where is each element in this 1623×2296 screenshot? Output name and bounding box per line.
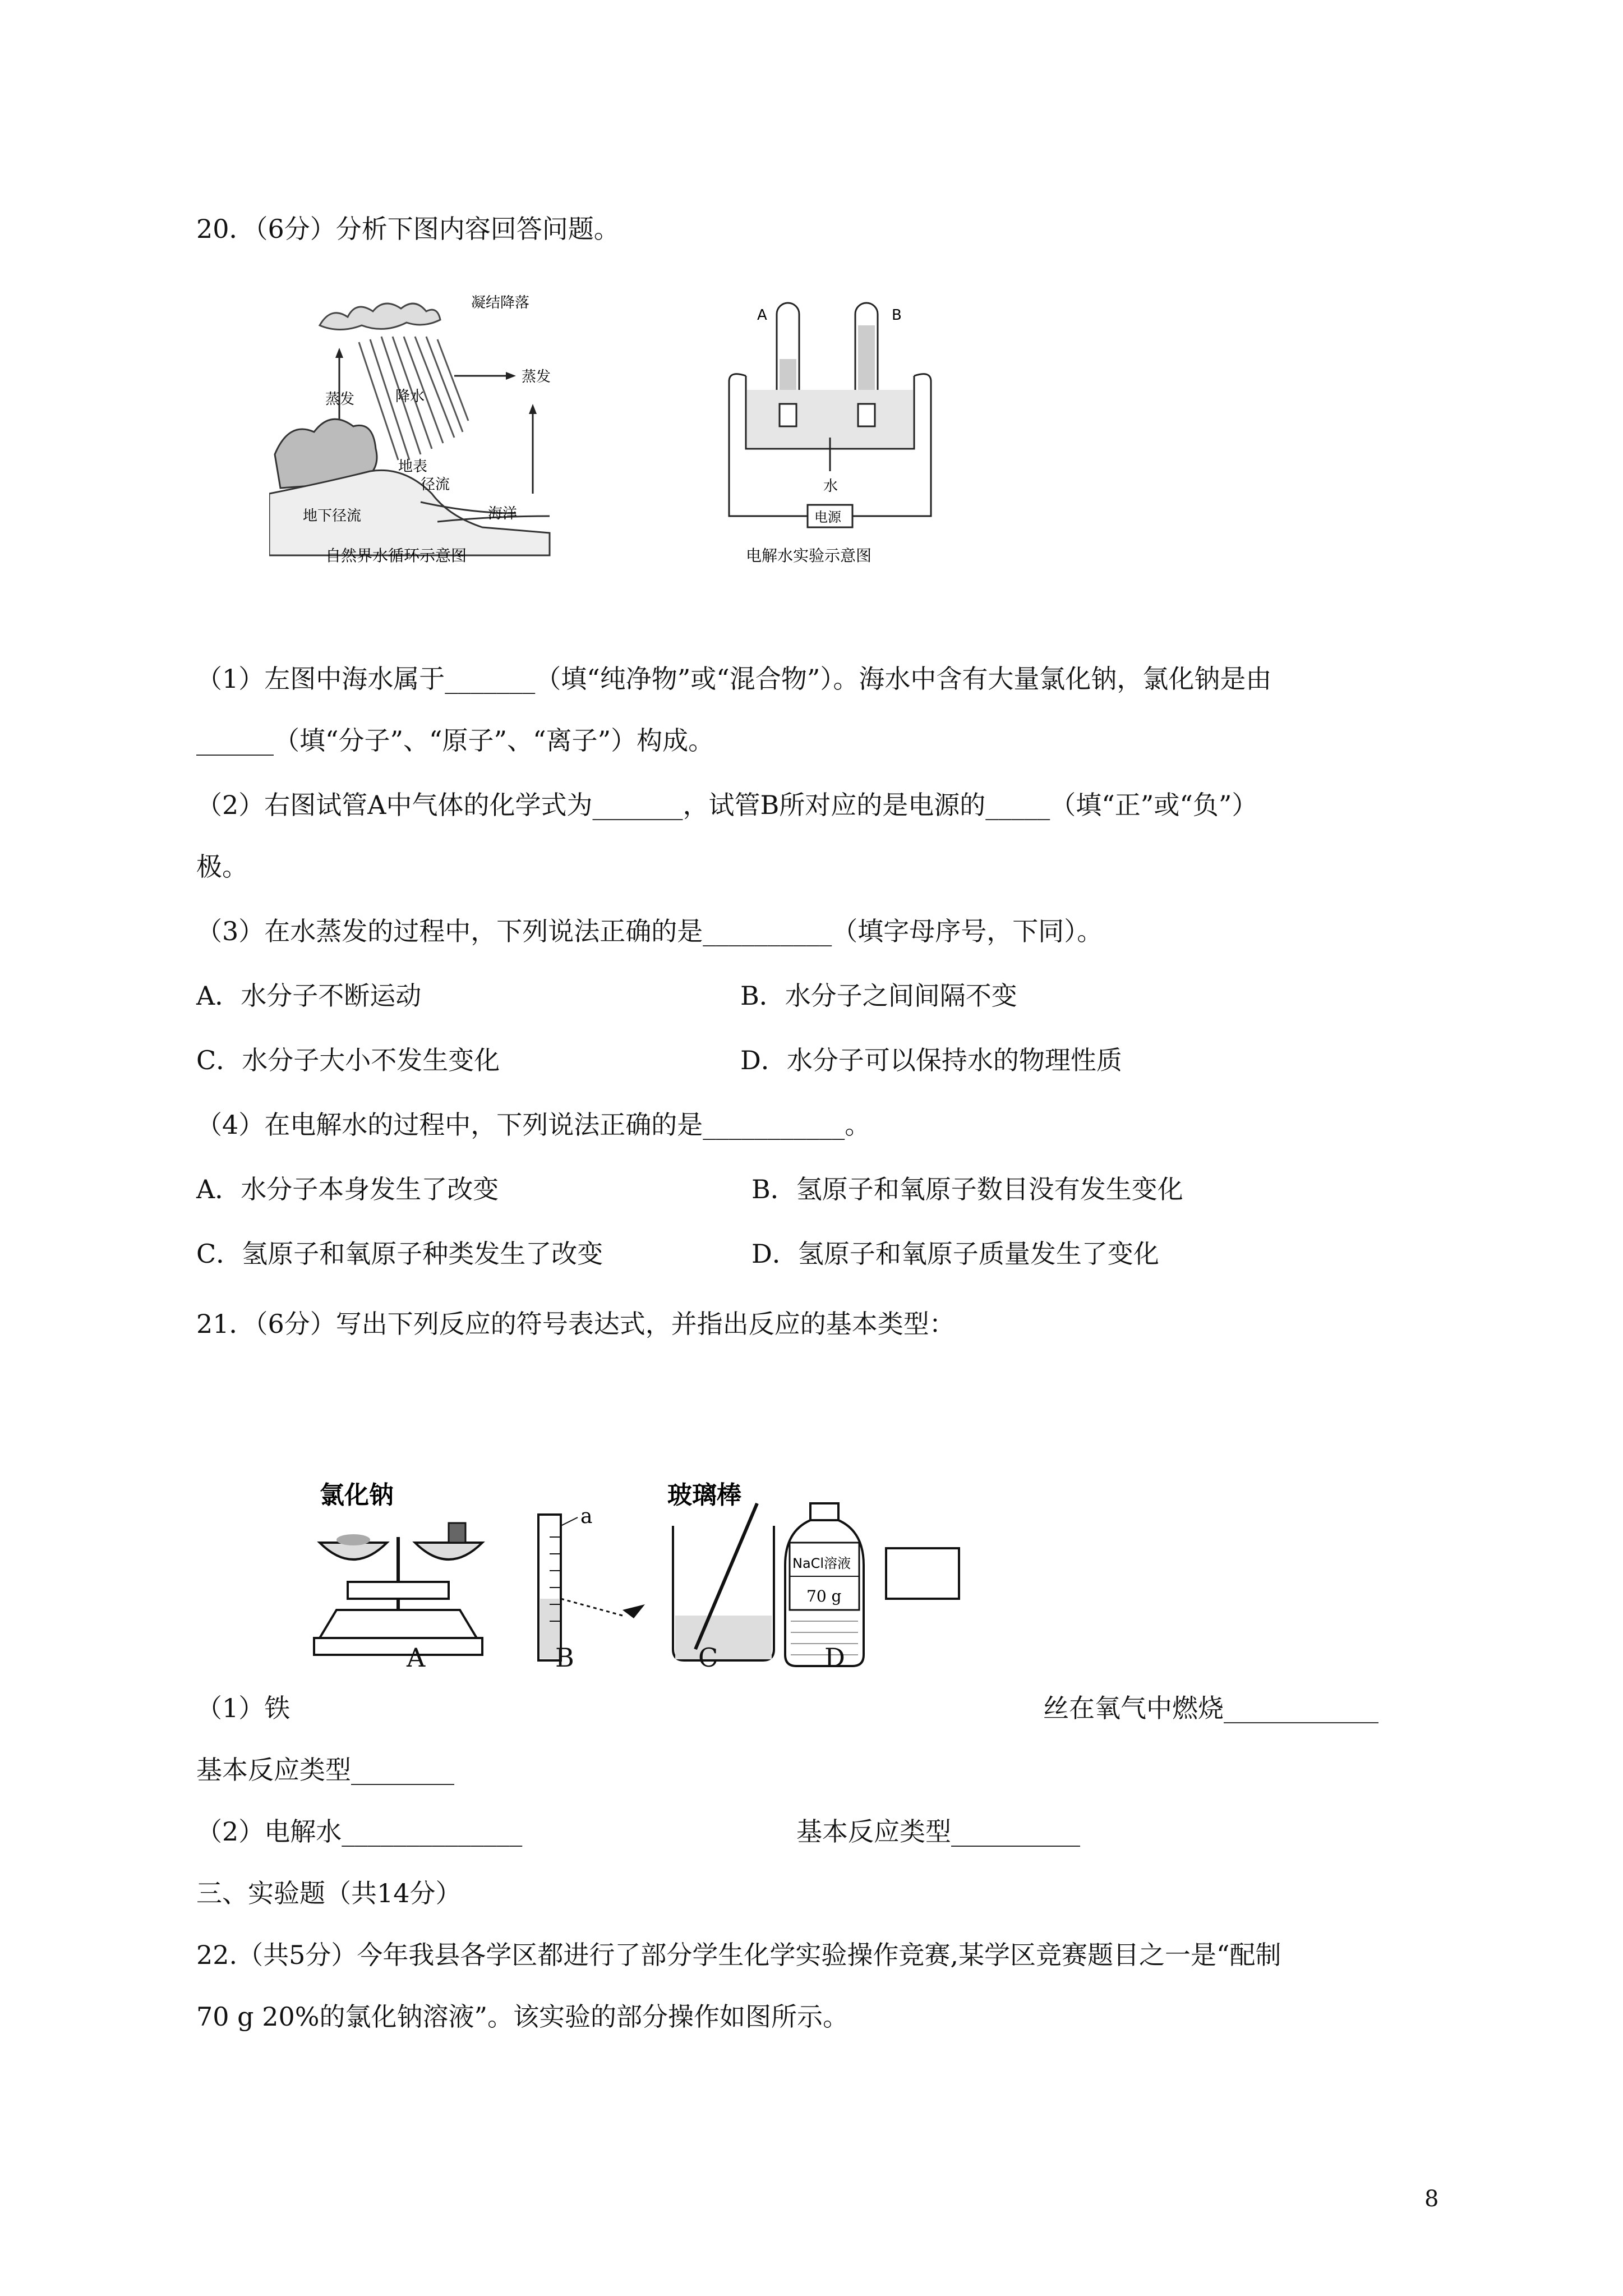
label-condense: 凝结降落 bbox=[471, 295, 530, 311]
q21-p2-left: （2）电解水______________ bbox=[196, 1816, 523, 1847]
q21-p1-right: 丝在氧气中燃烧____________ bbox=[1043, 1693, 1378, 1723]
q20-p3-opt-a: A．水分子不断运动 bbox=[196, 981, 422, 1011]
fig-letter-a: A bbox=[407, 1642, 426, 1673]
label-evap1: 蒸发 bbox=[325, 391, 355, 408]
q20-p2-line1: （2）右图试管A中气体的化学式为_______，试管B所对应的是电源的_____（填“正”或“负”） bbox=[196, 790, 1258, 820]
fig-letter-d: D bbox=[824, 1642, 845, 1673]
q20-title: 20．（6分）分析下图内容回答问题。 bbox=[196, 214, 620, 244]
section-3-title: 三、实验题（共14分） bbox=[196, 1878, 462, 1908]
label-nacl: 氯化钠 bbox=[320, 1481, 394, 1510]
q20-p4-opt-b: B．氢原子和氧原子数目没有发生变化 bbox=[751, 1174, 1183, 1204]
label-surface2: 径流 bbox=[421, 476, 450, 493]
lab-apparatus-figure bbox=[303, 1470, 976, 1683]
q20-p4-opt-c: C．氢原子和氧原子种类发生了改变 bbox=[196, 1239, 603, 1269]
q21-p2-right: 基本反应类型__________ bbox=[796, 1816, 1080, 1847]
label-ocean: 海洋 bbox=[488, 505, 518, 522]
q20-p3-opt-d: D．水分子可以保持水的物理性质 bbox=[740, 1045, 1122, 1075]
label-a: a bbox=[580, 1505, 593, 1528]
label-tube-a: A bbox=[757, 307, 767, 324]
electrolysis-figure bbox=[723, 292, 965, 572]
q20-p4-opt-a: A．水分子本身发生了改变 bbox=[196, 1174, 499, 1204]
bottle-label-2: 70 g bbox=[806, 1587, 842, 1605]
q20-p4-opt-d: D．氢原子和氧原子质量发生了变化 bbox=[751, 1239, 1159, 1269]
q20-p1-line1: （1）左图中海水属于_______（填“纯净物”或“混合物”）。海水中含有大量氯化钠，氯化钠是由 bbox=[196, 664, 1272, 694]
q20-p3-opt-c: C．水分子大小不发生变化 bbox=[196, 1045, 500, 1075]
q21-p1-left: （1）铁 bbox=[196, 1693, 291, 1723]
q20-p3-opt-b: B．水分子之间间隔不变 bbox=[740, 981, 1017, 1011]
q20-p3: （3）在水蒸发的过程中，下列说法正确的是__________（填字母序号，下同）。 bbox=[196, 916, 1103, 946]
q22-line2: 70 g 20%的氯化钠溶液”。该实验的部分操作如图所示。 bbox=[196, 2001, 849, 2032]
q20-p2-line2: 极。 bbox=[196, 852, 248, 882]
page-number: 8 bbox=[1424, 2186, 1439, 2212]
q21-p1-type: 基本反应类型________ bbox=[196, 1755, 454, 1785]
label-water: 水 bbox=[823, 478, 838, 495]
q20-p4: （4）在电解水的过程中，下列说法正确的是___________。 bbox=[196, 1110, 871, 1140]
label-evap2: 蒸发 bbox=[522, 369, 551, 385]
water-cycle-caption: 自然界水循环示意图 bbox=[325, 546, 467, 565]
label-underground: 地下径流 bbox=[303, 508, 362, 524]
label-power: 电源 bbox=[814, 509, 841, 525]
fig-letter-c: C bbox=[698, 1642, 718, 1673]
bottle-label-1: NaCl溶液 bbox=[792, 1556, 851, 1571]
electrolysis-caption: 电解水实验示意图 bbox=[746, 546, 872, 565]
q20-p1-line2: ______（填“分子”、“原子”、“离子”）构成。 bbox=[196, 725, 714, 756]
label-surface1: 地表 bbox=[398, 458, 428, 475]
fig-letter-b: B bbox=[555, 1642, 574, 1673]
water-cycle-figure bbox=[269, 280, 583, 572]
label-rain: 降水 bbox=[395, 388, 425, 405]
q21-title: 21．（6分）写出下列反应的符号表达式，并指出反应的基本类型： bbox=[196, 1309, 955, 1339]
label-tube-b: B bbox=[892, 307, 902, 324]
q22-line1: 22.（共5分）今年我县各学区都进行了部分学生化学实验操作竞赛,某学区竞赛题目之一是“配制 bbox=[196, 1940, 1281, 1970]
label-glass-rod: 玻璃棒 bbox=[667, 1481, 741, 1510]
